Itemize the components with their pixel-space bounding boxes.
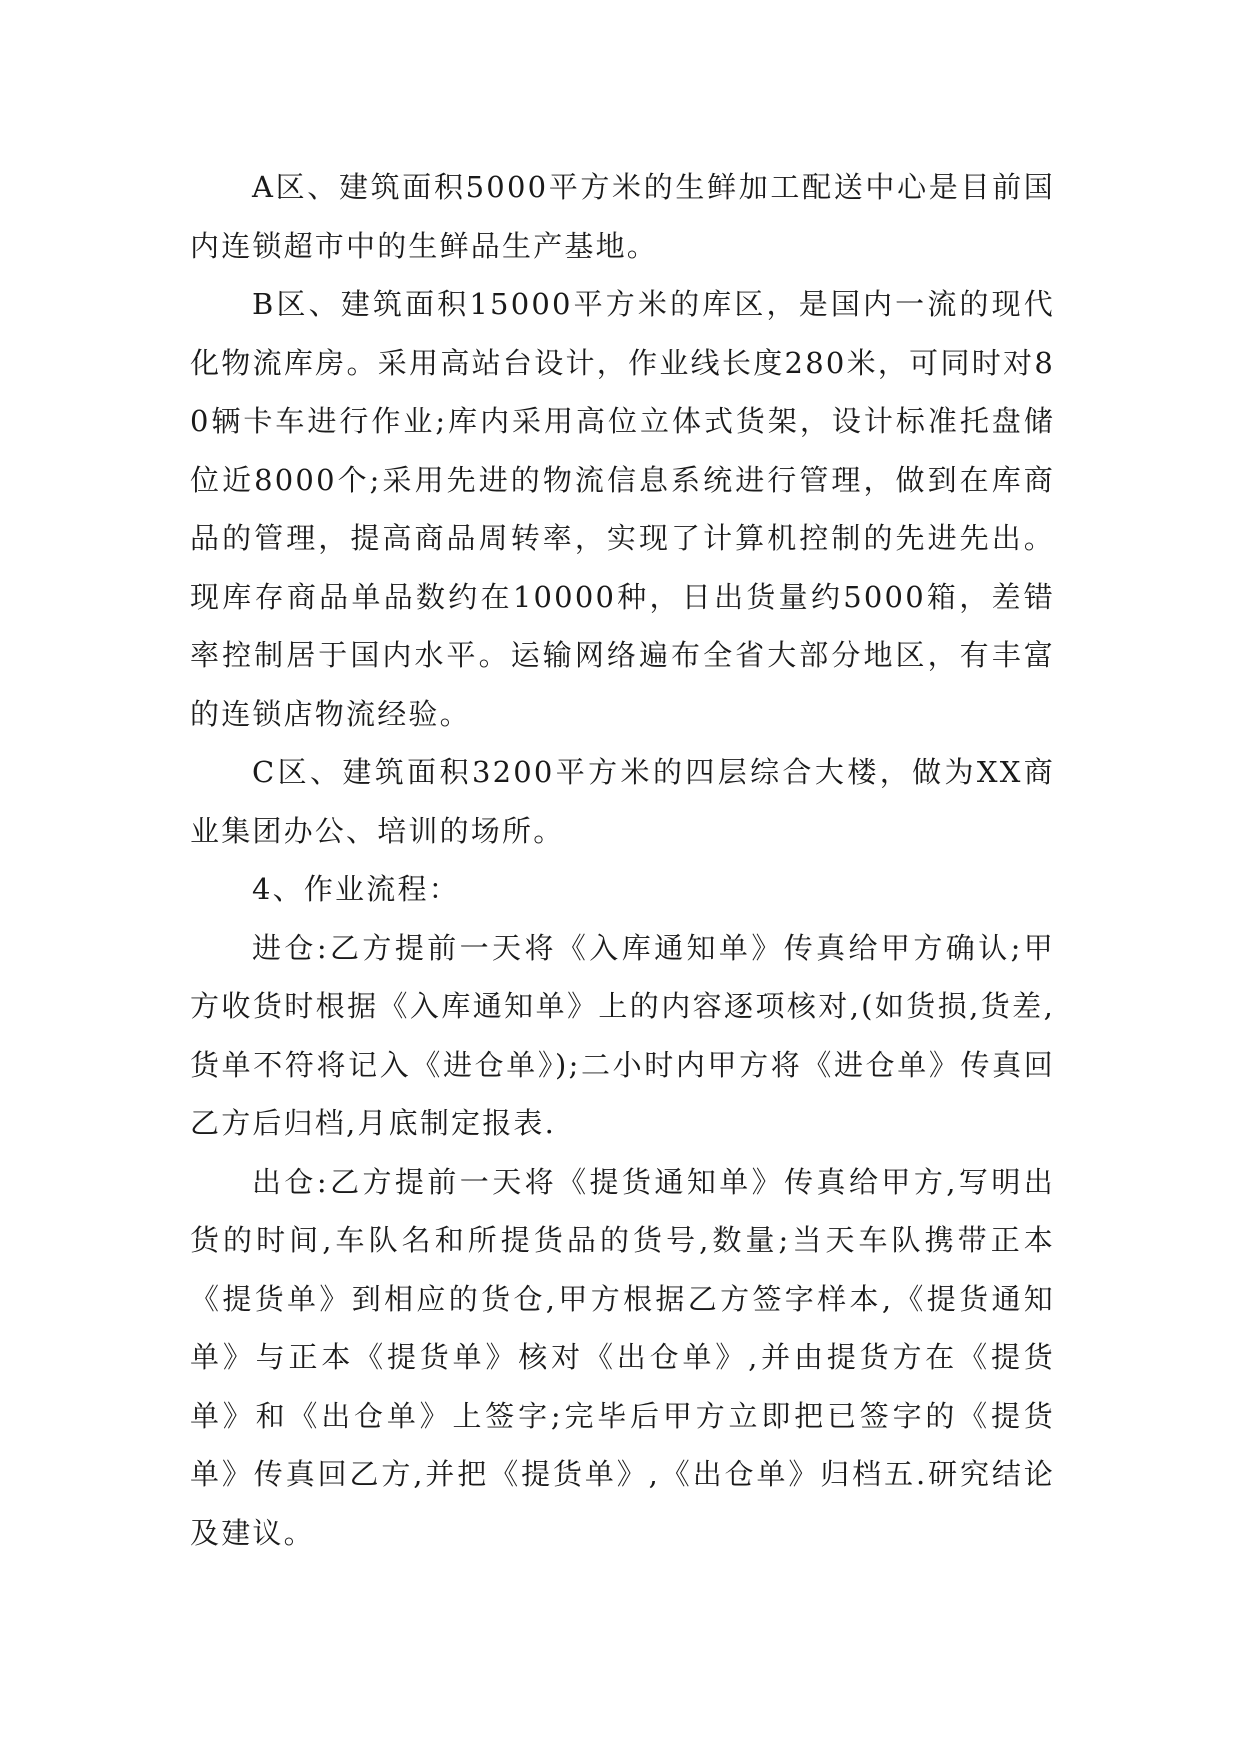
section-heading-workflow: 4、作业流程： bbox=[252, 872, 460, 906]
paragraph-zone-c: C区、建筑面积3200平方米的四层综合大楼，做为XX商业集团办公、培训的场所。 bbox=[190, 755, 1055, 848]
paragraph-outbound: 出仓:乙方提前一天将《提货通知单》传真给甲方,写明出货的时间,车队名和所提货品的货号,数量;当天车队携带正本《提货单》到相应的货仓,甲方根据乙方签字样本,《提货通知单》与正本《提货单》核对《出仓单》,并由提货方在《提货单》和《出仓单》上签字;完毕后甲方立即把已签字的《提货单》传真回乙方,并把《提货单》,《出仓单》归档五.研究结论及建议。 bbox=[190, 1164, 1055, 1550]
document-body bbox=[190, 158, 1055, 1562]
paragraph-zone-b: B区、建筑面积15000平方米的库区，是国内一流的现代化物流库房。采用高站台设计，作业线长度280米，可同时对80辆卡车进行作业;库内采用高位立体式货架，设计标准托盘储位近8000个;采用先进的物流信息系统进行管理，做到在库商品的管理，提高商品周转率，实现了计算机控制的先进先出。现库存商品单品数约在10000种，日出货量约5000箱，差错率控制居于国内水平。运输网络遍布全省大部分地区，有丰富的连锁店物流经验。 bbox=[190, 287, 1055, 731]
paragraph-inbound: 进仓:乙方提前一天将《入库通知单》传真给甲方确认;甲方收货时根据《入库通知单》上的内容逐项核对,(如货损,货差,货单不符将记入《进仓单》);二小时内甲方将《进仓单》传真回乙方后归档,月底制定报表. bbox=[190, 930, 1055, 1140]
paragraph-zone-a: A区、建筑面积5000平方米的生鲜加工配送中心是目前国内连锁超市中的生鲜品生产基地。 bbox=[190, 170, 1055, 263]
